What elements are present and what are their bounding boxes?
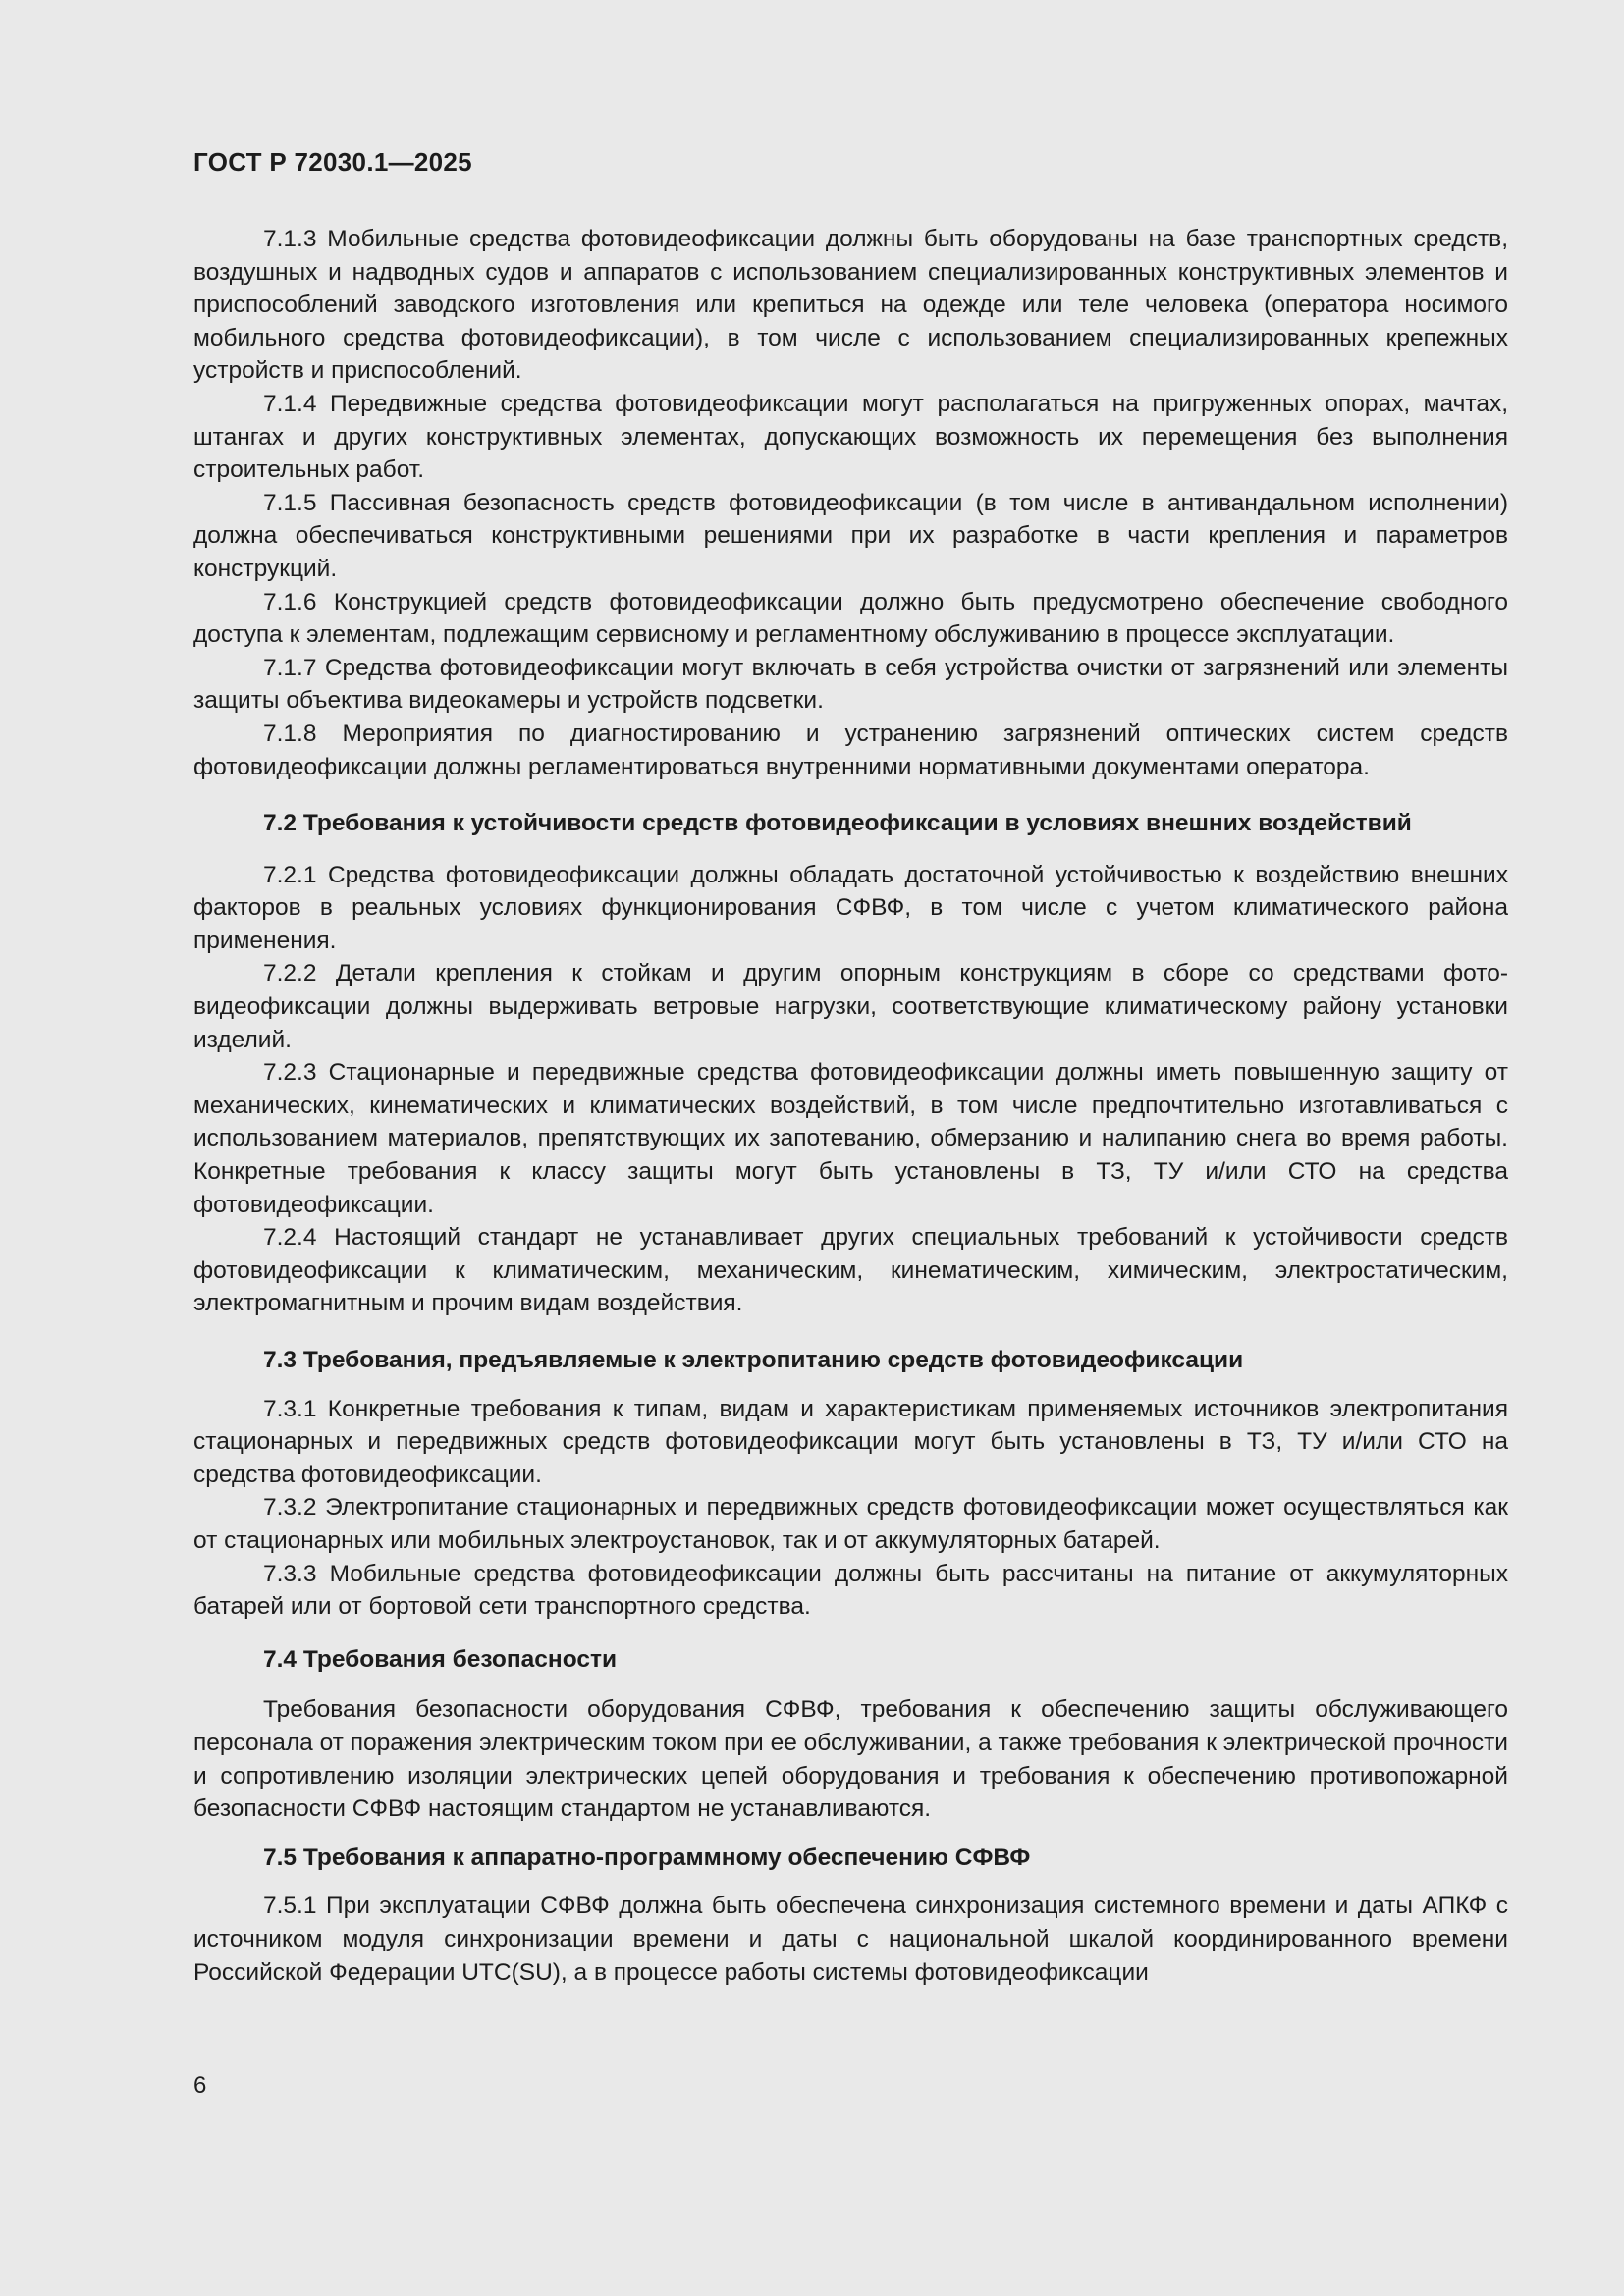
paragraph-7-1-3: 7.1.3 Мобильные средства фотовидеофиксации должны быть оборудованы на базе транспортных средств, воздушных и надводных судов и аппаратов с использованием специализированных конструктивных элементов и приспособлений заводского изготовления или крепиться на одежде или теле человека (оператора носимого мобильного средства фотовидеофиксации), в том числе с использованием специализированных крепежных устройств и приспособлений. [193,226,1508,385]
paragraph-7-2-1: 7.2.1 Средства фотовидеофиксации должны обладать достаточной устойчивостью к воздействию внешних факторов в реальных условиях функционирования СФВФ, в том числе с учетом климатического района применения. [193,861,1508,954]
paragraph-7-2-4: 7.2.4 Настоящий стандарт не устанавливает других специальных требований к устойчивости средств фотовидеофиксации к климатическим, механическим, кинематическим, химическим, электростатическим, электромагнитным и прочим видам воздействия. [193,1224,1508,1317]
paragraph-7-1-7: 7.1.7 Средства фотовидеофиксации могут включать в себя устройства очистки от загрязнений или элементы защиты объектива видеокамеры и устройств подсветки. [193,654,1508,715]
section-heading-7-3: 7.3 Требования, предъявляемые к электропитанию средств фотовидеофиксации [263,1347,1244,1373]
paragraph-7-1-5: 7.1.5 Пассивная безопасность средств фотовидеофиксации (в том числе в антивандальном исполнении) должна обеспечиваться конструктивными решениями при их разработке в части крепления и параметров конструкций. [193,489,1508,582]
section-heading-7-5: 7.5 Требования к аппаратно-программному обеспечению СФВФ [263,1843,1031,1871]
paragraph-7-2-2: 7.2.2 Детали крепления к стойкам и другим опорным конструкциям в сборе со средствами фотовидеофиксации должны выдерживать ветровые нагрузки, соответствующие климатическому району установки изделий. [193,960,1508,1053]
paragraph-7-2-3: 7.2.3 Стационарные и передвижные средства фотовидеофиксации должны иметь повышенную защиту от механических, кинематических и климатических воздействий, в том числе предпочтительно изготавливаться с использованием материалов, препятствующих их запотеванию, обмерзанию и налипанию снега во время работы. Конкретные требования к классу защиты могут быть установлены в ТЗ, ТУ и/или СТО на средства фотовидеофиксации. [193,1059,1508,1218]
document-header: ГОСТ Р 72030.1—2025 [193,147,472,177]
paragraph-7-3-2: 7.3.2 Электропитание стационарных и передвижных средств фотовидеофиксации может осуществляться как от стационарных или мобильных электроустановок, так и от аккумуляторных батарей. [193,1494,1508,1554]
paragraph-7-1-6: 7.1.6 Конструкцией средств фотовидеофиксации должно быть предусмотрено обеспечение свободного доступа к элементам, подлежащим сервисному и регламентному обслуживанию в процессе эксплуатации. [193,588,1508,649]
paragraph-7-1-8: 7.1.8 Мероприятия по диагностированию и устранению загрязнений оптических систем средств фотовидеофиксации должны регламентироваться внутренними нормативными документами оператора. [193,720,1508,780]
paragraph-7-4: Требования безопасности оборудования СФВФ, требования к обеспечению защиты обслуживающего персонала от поражения электрическим током при ее обслуживании, а также требования к электрической прочности и сопротивлению изоляции электрических цепей оборудования и требования к обеспечению противопожарной безопасности СФВФ настоящим стандартом не устанавливаются. [193,1696,1508,1823]
section-heading-7-4: 7.4 Требования безопасности [263,1645,618,1673]
document-body [193,223,1508,1989]
paragraph-7-5-1: 7.5.1 При эксплуатации СФВФ должна быть обеспечена синхронизация системного времени и даты АПКФ с источником модуля синхронизации времени и даты с национальной шкалой координированного времени Российской Федерации UTC(SU), а в процессе работы системы фотовидеофиксации [193,1893,1508,1986]
paragraph-7-3-1: 7.3.1 Конкретные требования к типам, видам и характеристикам применяемых источников электропитания стационарных и передвижных средств фотовидеофиксации могут быть установлены в ТЗ, ТУ и/или СТО на средства фотовидеофиксации. [193,1395,1508,1488]
paragraph-7-1-4: 7.1.4 Передвижные средства фотовидеофиксации могут располагаться на пригруженных опорах, мачтах, штангах и других конструктивных элементах, допускающих возможность их перемещения без выполнения строительных работ. [193,390,1508,484]
page-number: 6 [193,2072,207,2099]
paragraph-7-3-3: 7.3.3 Мобильные средства фотовидеофиксации должны быть рассчитаны на питание от аккумуляторных батарей или от бортовой сети транспортного средства. [193,1560,1508,1621]
section-heading-7-2: 7.2 Требования к устойчивости средств фотовидеофиксации в условиях внешних воздействий [263,810,1412,837]
